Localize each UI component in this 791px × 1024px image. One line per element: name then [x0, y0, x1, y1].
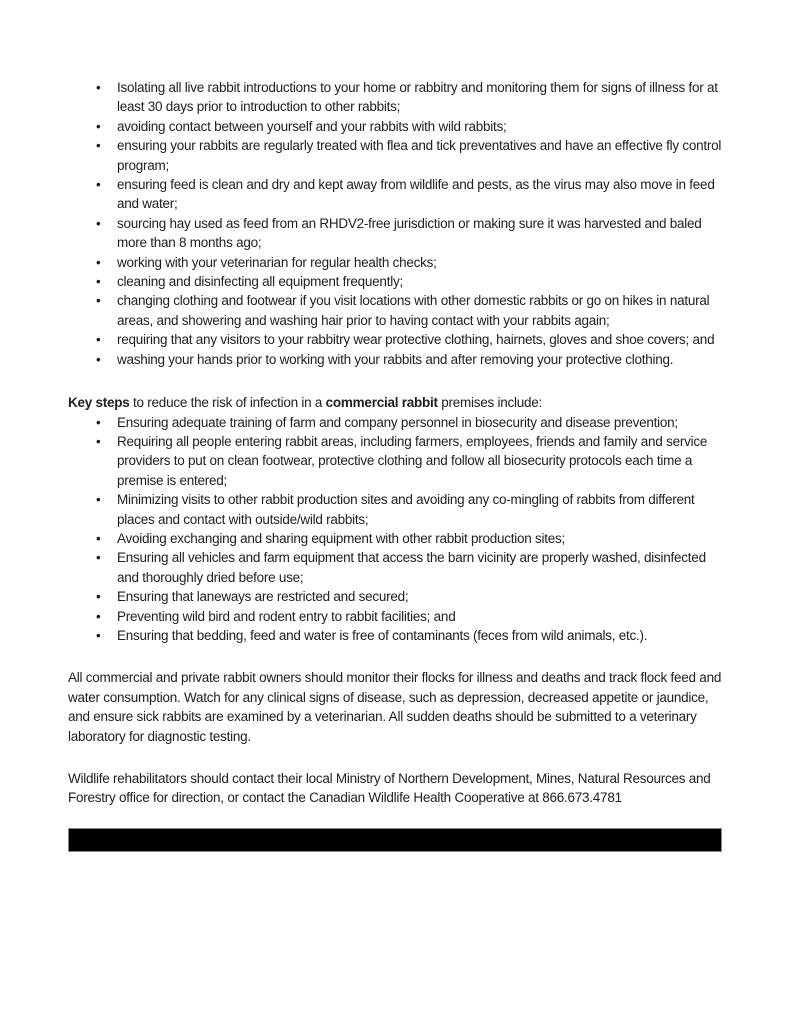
key-steps-intro: [68, 393, 722, 412]
list-item: • washing your hands prior to working with your rabbits and after removing your protective clothing.: [68, 350, 722, 369]
list-item: • ensuring feed is clean and dry and kept away from wildlife and pests, as the virus may also move in feed and water;: [68, 175, 722, 214]
key-steps-bold-lead: Key steps: [68, 395, 130, 411]
commercial-rabbit-bold: commercial rabbit: [325, 395, 438, 411]
redaction-bar: [68, 828, 722, 852]
list-item: • Minimizing visits to other rabbit production sites and avoiding any co-mingling of rabbits from different places and contact with outside/wild rabbits;: [68, 490, 722, 529]
list-item: • Ensuring that laneways are restricted and secured;: [68, 587, 722, 606]
list-item: • Ensuring that bedding, feed and water is free of contaminants (feces from wild animals, etc.).: [68, 626, 722, 645]
list-item: • requiring that any visitors to your rabbitry wear protective clothing, hairnets, gloves and shoe covers; and: [68, 330, 722, 349]
home-rabbit-biosecurity-list: [68, 78, 722, 369]
list-item: • avoiding contact between yourself and your rabbits with wild rabbits;: [68, 117, 722, 136]
list-item: • Isolating all live rabbit introductions to your home or rabbitry and monitoring them for signs of illness for at least 30 days prior to introduction to other rabbits;: [68, 78, 722, 117]
list-item: • Preventing wild bird and rodent entry to rabbit facilities; and: [68, 607, 722, 626]
key-steps-middle-text: to reduce the risk of infection in a: [129, 395, 326, 411]
list-item: • cleaning and disinfecting all equipment frequently;: [68, 272, 722, 291]
list-item: • Requiring all people entering rabbit areas, including farmers, employees, friends and family and service providers to put on clean footwear, protective clothing and follow all biosecurity protocols each time a premise is entered;: [68, 432, 722, 490]
list-item: • Ensuring all vehicles and farm equipment that access the barn vicinity are properly washed, disinfected and thoroughly dried before use;: [68, 548, 722, 587]
list-item: • Avoiding exchanging and sharing equipment with other rabbit production sites;: [68, 529, 722, 548]
key-steps-tail-text: premises include:: [437, 395, 543, 411]
wildlife-paragraph-text: Wildlife rehabilitators should contact their local Ministry of Northern Development, Mines, Natural Resources and Forestry office for direction, or contact the Canadian Wildlife Health Cooperative at: [68, 771, 711, 806]
wildlife-rehabilitators-paragraph: [68, 769, 722, 808]
monitoring-paragraph: All commercial and private rabbit owners should monitor their flocks for illness and deaths and track flock feed and water consumption. Watch for any clinical signs of disease, such as depression, decreased appetite or jaundice, and ensure sick rabbits are examined by a veterinarian. All sudden deaths should be submitted to a veterinary laboratory for diagnostic testing.: [68, 670, 722, 744]
phone-number: 866.673.4781: [542, 790, 622, 806]
list-item: • working with your veterinarian for regular health checks;: [68, 253, 722, 272]
commercial-rabbit-biosecurity-list: [68, 413, 722, 646]
list-item: • ensuring your rabbits are regularly treated with flea and tick preventatives and have an effective fly control program;: [68, 136, 722, 175]
list-item: • changing clothing and footwear if you visit locations with other domestic rabbits or go on hikes in natural areas, and showering and washing hair prior to having contact with your rabbits again;: [68, 291, 722, 330]
list-item: • Ensuring adequate training of farm and company personnel in biosecurity and disease prevention;: [68, 413, 722, 432]
list-item: • sourcing hay used as feed from an RHDV2-free jurisdiction or making sure it was harvested and baled more than 8 months ago;: [68, 214, 722, 253]
